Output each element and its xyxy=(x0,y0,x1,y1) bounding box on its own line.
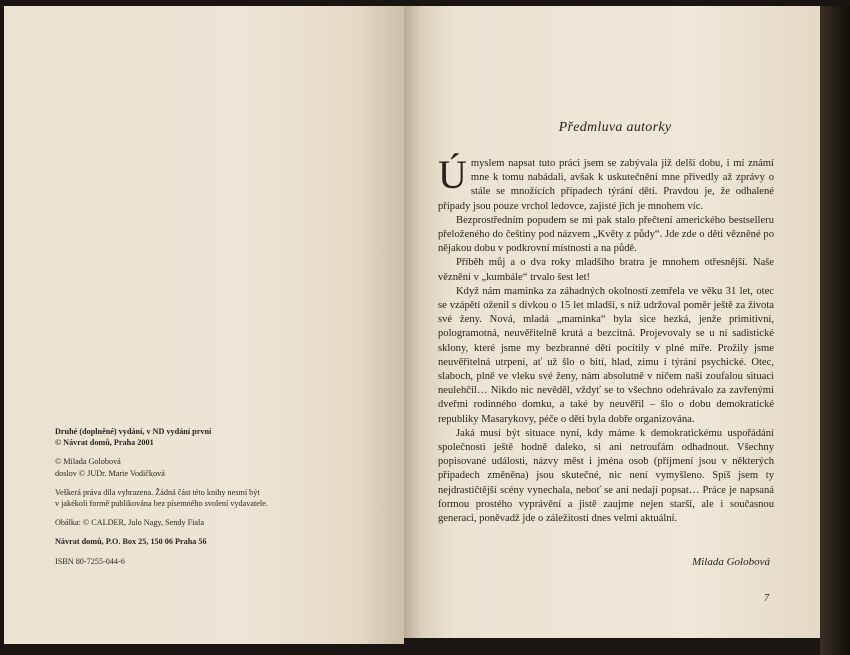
rights-line-2: v jakékoli formě publikována bez písemného svolení vydavatele. xyxy=(55,499,268,509)
page-number: 7 xyxy=(764,593,769,604)
paragraph-2: Bezprostředním popudem se mi pak stalo přečtení amerického bestselleru přeloženého do češtiny pod názvem „Květy z půdy“. Jde zde o děti vězněné po nějakou dobu v podkrovní místnosti a na půdě. xyxy=(438,214,774,255)
preface-body xyxy=(438,152,774,526)
preface-title: Předmluva autorky xyxy=(558,120,672,135)
publisher-copyright: © Návrat domů, Praha 2001 xyxy=(55,438,154,448)
afterword-copyright: doslov © JUDr. Marie Vodičková xyxy=(55,468,165,478)
paragraph-4: Když nám maminka za záhadných okolností zemřela ve věku 31 let, otec se vzápětí oženil s dívkou o 15 let mladší, s níž udržoval poměr ještě za života své ženy. Nová, mladá „maminka“ byla sice hezká, jenže primitivní, pologramotná, neuvěřitelně krutá a bezcitná. Projevovaly se u ní sadistické sklony, které jsme my bezbranné děti pocítily v plné míře. Prožily jsme neuvěřitelná utrpení, ať už šlo o bití, hlad, zimu i týrání psychické. Otec, slaboch, plně ve vleku své ženy, nám absolutně v ničem naši zoufalou situaci neulehčil… Nikdo nic nevěděl, vždyť se to všechno odehrávalo za zavřenými dveřmi rodinného domku, a také by neuvěřil – šlo o dobu demokratické republiky Masarykovy, péče o děti byla dobře organizována. xyxy=(438,285,774,425)
page-edge-shadow xyxy=(820,6,850,655)
paragraph-3: Příběh můj a o dva roky mladšího bratra je mnohem otřesnější. Naše věznění v „kumbále“ trvalo šest let! xyxy=(438,257,774,283)
isbn: ISBN 80-7255-044-6 xyxy=(55,556,125,566)
paragraph-1: Úmyslem napsat tuto práci jsem se zabývala již delší dobu, i mí známí mne k tomu nabádali, avšak k uskutečnění mne přivedly až zprávy o stále se množících případech týrání dětí. Pravdou je, že odhalené případy jsou pouze vrchol ledovce, zajisté jich je mnohem víc. xyxy=(438,152,774,212)
edition-line: Druhé (doplněné) vydání, v ND vydání první xyxy=(55,427,212,436)
author-signature: Milada Golobová xyxy=(692,556,770,568)
author-copyright: © Milada Golobová xyxy=(55,457,121,467)
imprint-block xyxy=(55,426,355,567)
publisher-address: Návrat domů, P.O. Box 25, 150 06 Praha 56 xyxy=(55,537,207,547)
rights-line-1: Veškerá práva díla vyhrazena. Žádná část této knihy nesmí být xyxy=(55,487,260,497)
paragraph-5: Jaká musí být situace nyní, kdy máme k demokratickému uspořádání společnosti ještě hodně daleko, si ani netroufám odhadnout. Všechny popisované události, názvy měst i jména osob (příjmení jsou v některých případech změněna) jsou skutečné, nic není vymyšleno. Spíš jsem ty nejdrastičtější scény vynechala, neboť se ani nedají popsat… Práce je napsaná formou prostého vyprávění a jistě zaujme nejen starší, ale i současnou generaci, poněvadž jde o záležitosti dnes velmi aktuální. xyxy=(438,427,774,525)
drop-cap: Ú xyxy=(438,152,467,197)
cover-credit: Obálka: © CALDER, Julo Nagy, Sendy Fiala xyxy=(55,518,204,528)
